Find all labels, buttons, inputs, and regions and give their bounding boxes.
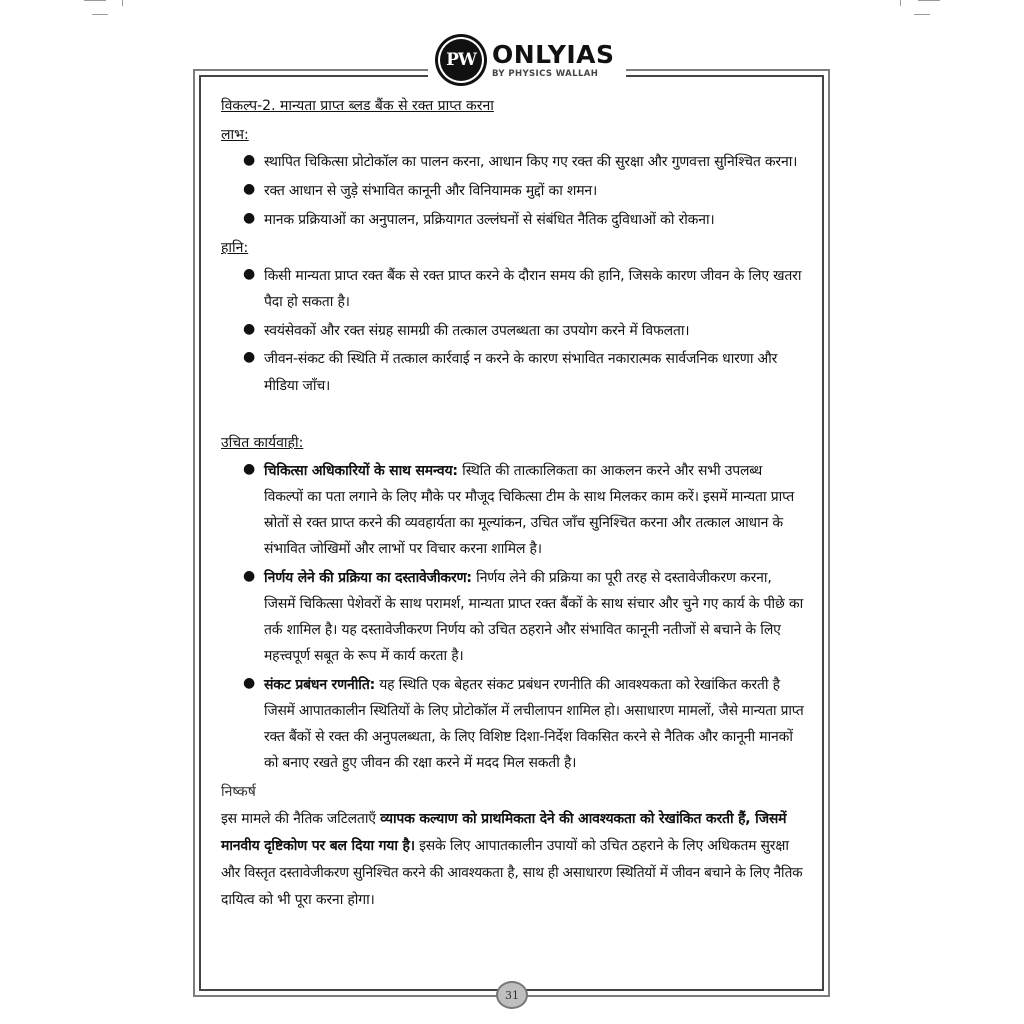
disadvantage-item-cont: मीडिया जाँच।: [264, 378, 331, 394]
bullet-icon: ●: [243, 266, 256, 282]
action-heading: उचित कार्यवाही:: [221, 435, 304, 451]
brand-name: ONLYIAS: [492, 39, 615, 69]
action-title: निर्णय लेने की प्रक्रिया का दस्तावेजीकरण:: [264, 570, 472, 586]
conclusion-emphasis: मानवीय दृष्टिकोण पर बल दिया गया है।: [221, 838, 415, 854]
action-text: स्थिति की तात्कालिकता का आकलन करने और सभी उपलब्ध: [457, 463, 763, 479]
advantage-item: स्थापित चिकित्सा प्रोटोकॉल का पालन करना, आधान किए गए रक्त की सुरक्षा और गुणवत्ता सुनिश्चित करना।: [264, 154, 798, 170]
advantage-item: मानक प्रक्रियाओं का अनुपालन, प्रक्रियागत उल्लंघनों से संबंधित नैतिक दुविधाओं को रोकना।: [264, 212, 715, 228]
action-item-cont: स्रोतों से रक्त प्राप्त करने की व्यवहार्यता का मूल्यांकन, उचित जाँच सुनिश्चित करना और तत्काल आधान के: [264, 515, 783, 531]
action-item: [264, 675, 780, 694]
conclusion-heading: निष्कर्ष: [221, 784, 256, 800]
bullet-icon: ●: [243, 181, 256, 197]
bullet-icon: ●: [243, 349, 256, 365]
bullet-icon: ●: [243, 461, 256, 477]
conclusion-line: [221, 809, 786, 828]
conclusion-line: दायित्व को भी पूरा करना होगा।: [221, 892, 375, 908]
action-title: चिकित्सा अधिकारियों के साथ समन्वय:: [264, 463, 458, 479]
page-number: 31: [496, 981, 528, 1009]
crop-mark: [122, 0, 123, 6]
action-item: [264, 461, 762, 480]
action-item-cont: को बनाए रखते हुए जीवन की रक्षा करने में मदद मिल सकती है।: [264, 755, 577, 771]
conclusion-line: [221, 836, 789, 855]
action-item-cont: संभावित जोखिमों और लाभों पर विचार करना शामिल है।: [264, 541, 542, 557]
disadvantage-item: जीवन-संकट की स्थिति में तत्काल कार्रवाई न करने के कारण संभावित नकारात्मक सार्वजनिक धारणा और: [264, 351, 778, 367]
disadvantage-item: किसी मान्यता प्राप्त रक्त बैंक से रक्त प्राप्त करने के दौरान समय की हानि, जिसके कारण जीवन के लिए खतरा: [264, 268, 802, 284]
conclusion-line: और विस्तृत दस्तावेजीकरण सुनिश्चित करने की आवश्यकता है, साथ ही असाधारण स्थितियों में जीवन बचाने के लिए नैतिक: [221, 865, 803, 881]
disadvantages-heading: हानि:: [221, 240, 249, 256]
action-item-cont: जिसमें चिकित्सा पेशेवरों के साथ परामर्श, मान्यता प्राप्त रक्त बैंकों के साथ संचार और चुने गए कार्य के पीछे का: [264, 596, 803, 612]
action-text: यह स्थिति एक बेहतर संकट प्रबंधन रणनीति की आवश्यकता को रेखांकित करती है: [375, 677, 780, 693]
action-item-cont: जिसमें आपातकालीन स्थितियों के लिए प्रोटोकॉल में लचीलापन शामिल हो। असाधारण मामलों, जैसे मान्यता प्राप्त: [264, 703, 804, 719]
action-item-cont: विकल्पों का पता लगाने के लिए मौके पर मौजूद चिकित्सा टीम के साथ मिलकर काम करें। इसमें मान्यता प्राप्त: [264, 489, 794, 505]
crop-mark: [92, 14, 108, 15]
bullet-icon: ●: [243, 152, 256, 168]
conclusion-emphasis: व्यापक कल्याण को प्राथमिकता देने की आवश्यकता को रेखांकित करती हैं, जिसमें: [380, 811, 787, 827]
action-item: [264, 568, 772, 587]
logo: [428, 32, 626, 88]
bullet-icon: ●: [243, 210, 256, 226]
conclusion-text: इस मामले की नैतिक जटिलताएँ: [221, 811, 381, 827]
pw-logo-icon: PW: [438, 37, 484, 83]
action-item-cont: तर्क शामिल है। यह दस्तावेजीकरण निर्णय को उचित ठहराने और संभावित कानूनी नतीजों से बचाने के लिए: [264, 622, 781, 638]
action-title: संकट प्रबंधन रणनीति:: [264, 677, 376, 693]
brand-text: [492, 39, 615, 79]
option-heading: विकल्प-2. मान्यता प्राप्त ब्लड बैंक से रक्त प्राप्त करना: [221, 98, 494, 114]
action-item-cont: रक्त बैंकों से रक्त की अनुपलब्धता, के लिए विशिष्ट दिशा-निर्देश विकसित करने से नैतिक और कानूनी मानकों: [264, 729, 793, 745]
advantage-item: रक्त आधान से जुड़े संभावित कानूनी और विनियामक मुद्दों का शमन।: [264, 183, 598, 199]
disadvantage-item-cont: पैदा हो सकता है।: [264, 294, 350, 310]
crop-mark: [900, 0, 901, 6]
conclusion-text: इसके लिए आपातकालीन उपायों को उचित ठहराने के लिए अधिकतम सुरक्षा: [414, 838, 789, 854]
advantages-heading: लाभ:: [221, 127, 249, 143]
crop-mark: [918, 0, 940, 1]
crop-mark: [84, 0, 106, 1]
crop-mark: [914, 14, 930, 15]
brand-tagline: BY PHYSICS WALLAH: [492, 68, 599, 79]
action-text: निर्णय लेने की प्रक्रिया का पूरी तरह से दस्तावेजीकरण करना,: [471, 570, 772, 586]
bullet-icon: ●: [243, 675, 256, 691]
disadvantage-item: स्वयंसेवकों और रक्त संग्रह सामग्री की तत्काल उपलब्धता का उपयोग करने में विफलता।: [264, 323, 690, 339]
bullet-icon: ●: [243, 321, 256, 337]
action-item-cont: महत्त्वपूर्ण सबूत के रूप में कार्य करता है।: [264, 648, 464, 664]
bullet-icon: ●: [243, 568, 256, 584]
